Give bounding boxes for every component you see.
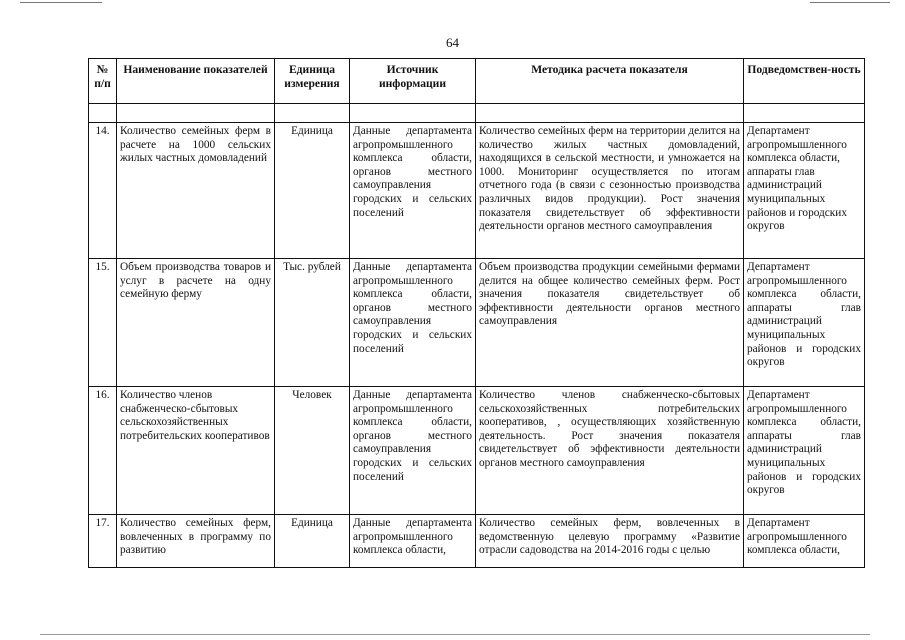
scan-line-top-left — [20, 2, 102, 3]
page-number: 64 — [446, 35, 459, 50]
header-subordination: Подведомствен-ность — [744, 59, 865, 104]
row-unit: Единица — [275, 515, 350, 568]
row-source: Данные департамента агропромышленного комплекса области, органов местного самоуправления городских и сельских поселений — [350, 259, 476, 387]
table-row — [89, 259, 865, 387]
row-source: Данные департамента агропромышленного комплекса области, — [350, 515, 476, 568]
table-row — [89, 387, 865, 515]
row-method: Количество семейных ферм, вовлеченных в ведомственную целевую программу «Развитие отрасли садоводства на 2014-2016 годы с целью — [476, 515, 744, 568]
row-unit: Тыс. рублей — [275, 259, 350, 387]
header-source: Источник информации — [350, 59, 476, 104]
spacer-row — [89, 104, 865, 123]
indicators-table — [88, 58, 865, 568]
row-unit: Человек — [275, 387, 350, 515]
row-subordination: Департамент агропромышленного комплекса области, — [744, 515, 865, 568]
row-unit: Единица — [275, 123, 350, 259]
row-subordination: Департамент агропромышленного комплекса области, аппараты глав администраций муниципальных районов и городских округов — [744, 259, 865, 387]
row-name: Объем производства товаров и услуг в расчете на одну семейную ферму — [117, 259, 275, 387]
row-subordination: Департамент агропромышленного комплекса области, аппараты глав администраций муниципальных районов и городских округов — [744, 123, 865, 259]
header-name: Наименование показателей — [117, 59, 275, 104]
table-header-row — [89, 59, 865, 104]
row-num: 17. — [89, 515, 117, 568]
row-source: Данные департамента агропромышленного комплекса области, органов местного самоуправления городских и сельских поселений — [350, 387, 476, 515]
header-method: Методика расчета показателя — [476, 59, 744, 104]
row-method: Количество членов снабженческо-сбытовых сельскохозяйственных потребительских кооперативов, , осуществляющих хозяйственную деятельность. Рост значения показателя свидетельствует об эффективности деятельности органов местного самоуправления — [476, 387, 744, 515]
row-method: Объем производства продукции семейными фермами делится на общее количество семейных ферм. Рост значения показателя свидетельствует об эффективности деятельности органов местного самоуправления — [476, 259, 744, 387]
row-name: Количество семейных ферм в расчете на 1000 сельских жилых частных домовладений — [117, 123, 275, 259]
header-num: № п/п — [89, 59, 117, 104]
scan-line-top-right — [810, 2, 890, 3]
header-unit: Единица измерения — [275, 59, 350, 104]
row-num: 16. — [89, 387, 117, 515]
row-subordination: Департамент агропромышленного комплекса области, аппараты глав администраций муниципальных районов и городских округов — [744, 387, 865, 515]
table-row — [89, 123, 865, 259]
row-method: Количество семейных ферм на территории делится на количество жилых частных домовладений, находящихся в сельской местности, и умножается на 1000. Мониторинг осуществляется по итогам отчетного года (в связи с сезонностью производства различных видов продукции). Рост значения показателя свидетельствует об эффективности деятельности органов местного самоуправления — [476, 123, 744, 259]
row-source: Данные департамента агропромышленного комплекса области, органов местного самоуправления городских и сельских поселений — [350, 123, 476, 259]
row-name: Количество семейных ферм, вовлеченных в программу по развитию — [117, 515, 275, 568]
table-row — [89, 515, 865, 568]
scan-line-bottom — [40, 634, 870, 635]
row-name: Количество членов снабженческо-сбытовых сельскохозяйственных потребительских кооперативов — [117, 387, 275, 515]
row-num: 14. — [89, 123, 117, 259]
row-num: 15. — [89, 259, 117, 387]
